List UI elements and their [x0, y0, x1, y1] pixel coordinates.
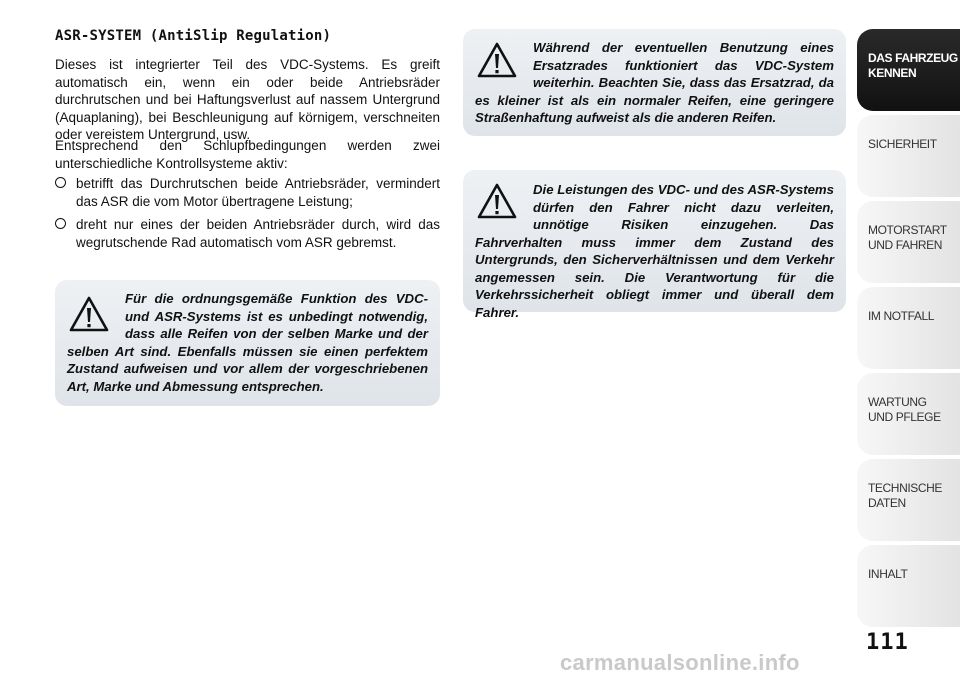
- warning-text: Die Leistungen des VDC- und des ASR-Systems dürfen den Fahrer nicht dazu verleiten, unnötige Risiken einzugehen. Das Fahrverhalten muss immer dem Zustand des Untergrunds, den Sicherverhältnissen und dem Verkehr angemessen sein. Die Verantwortung für die Verkehrssicherheit obliegt immer und überall dem Fahrer.: [475, 182, 834, 320]
- warning-triangle-icon: [69, 296, 109, 332]
- watermark-text: carmanualsonline.info: [560, 650, 800, 675]
- tab-sicherheit[interactable]: SICHERHEIT: [857, 115, 960, 197]
- tab-im-notfall[interactable]: IM NOTFALL: [857, 287, 960, 369]
- bullet-text: betrifft das Durchrutschen beide Antriebsräder, vermindert das ASR die vom Motor übertragene Leistung;: [76, 176, 440, 209]
- control-systems-paragraph: Entsprechend den Schlupfbedingungen werden zwei unterschiedliche Kontrollsysteme aktiv:: [55, 138, 440, 171]
- warning-text: Für die ordnungsgemäße Funktion des VDC- und ASR-Systems ist es unbedingt notwendig, dass alle Reifen von der selben Marke und der selben Art sind. Ebenfalls müssen sie einen perfektem Zustand aufweisen und vor allem der vorgeschriebenen Art, Marke und Abmessung entsprechen.: [67, 291, 428, 394]
- hollow-circle-bullet-icon: [55, 177, 66, 188]
- tab-technische-daten[interactable]: TECHNISCHE DATEN: [857, 459, 960, 541]
- bullet-text: dreht nur eines der beiden Antriebsräder durch, wird das wegrutschende Rad automatisch vom ASR gebremst.: [76, 217, 440, 250]
- list-item: [55, 216, 440, 251]
- intro-paragraph: Dieses ist integrierter Teil des VDC-Systems. Es greift automatisch ein, wenn ein oder beide Antriebsräder durchrutschen und bei Haftungsverlust auf nassem Untergrund (Aquaplaning), bei Beschleunigung auf körnigem, verschneiten oder vereistem Untergrund, usw.: [55, 57, 440, 142]
- warning-box-driver-risk: [463, 170, 846, 320]
- warning-triangle-icon: [477, 183, 517, 219]
- warning-triangle-icon: [477, 42, 517, 78]
- tab-inhalt[interactable]: INHALT: [857, 545, 960, 627]
- page-number: 111: [866, 630, 909, 655]
- list-item: [55, 175, 440, 210]
- tab-motorstart-und-fahren[interactable]: MOTORSTART UND FAHREN: [857, 201, 960, 283]
- bullet-list: [55, 175, 440, 257]
- tab-das-fahrzeug-kennen[interactable]: DAS FAHRZEUG KENNEN: [857, 29, 960, 111]
- warning-box-tires: [55, 280, 440, 406]
- warning-text: Während der eventuellen Benutzung eines Ersatzrades funktioniert das VDC-System weiterhin. Beachten Sie, dass das Ersatzrad, da es kleiner ist als ein normaler Reifen, eine geringere Straßenhaftung aufweist als die anderen Reifen.: [475, 40, 834, 125]
- warning-box-spare-wheel: [463, 29, 846, 136]
- section-title: ASR-SYSTEM (AntiSlip Regulation): [55, 28, 332, 44]
- hollow-circle-bullet-icon: [55, 218, 66, 229]
- tab-wartung-und-pflege[interactable]: WARTUNG UND PFLEGE: [857, 373, 960, 455]
